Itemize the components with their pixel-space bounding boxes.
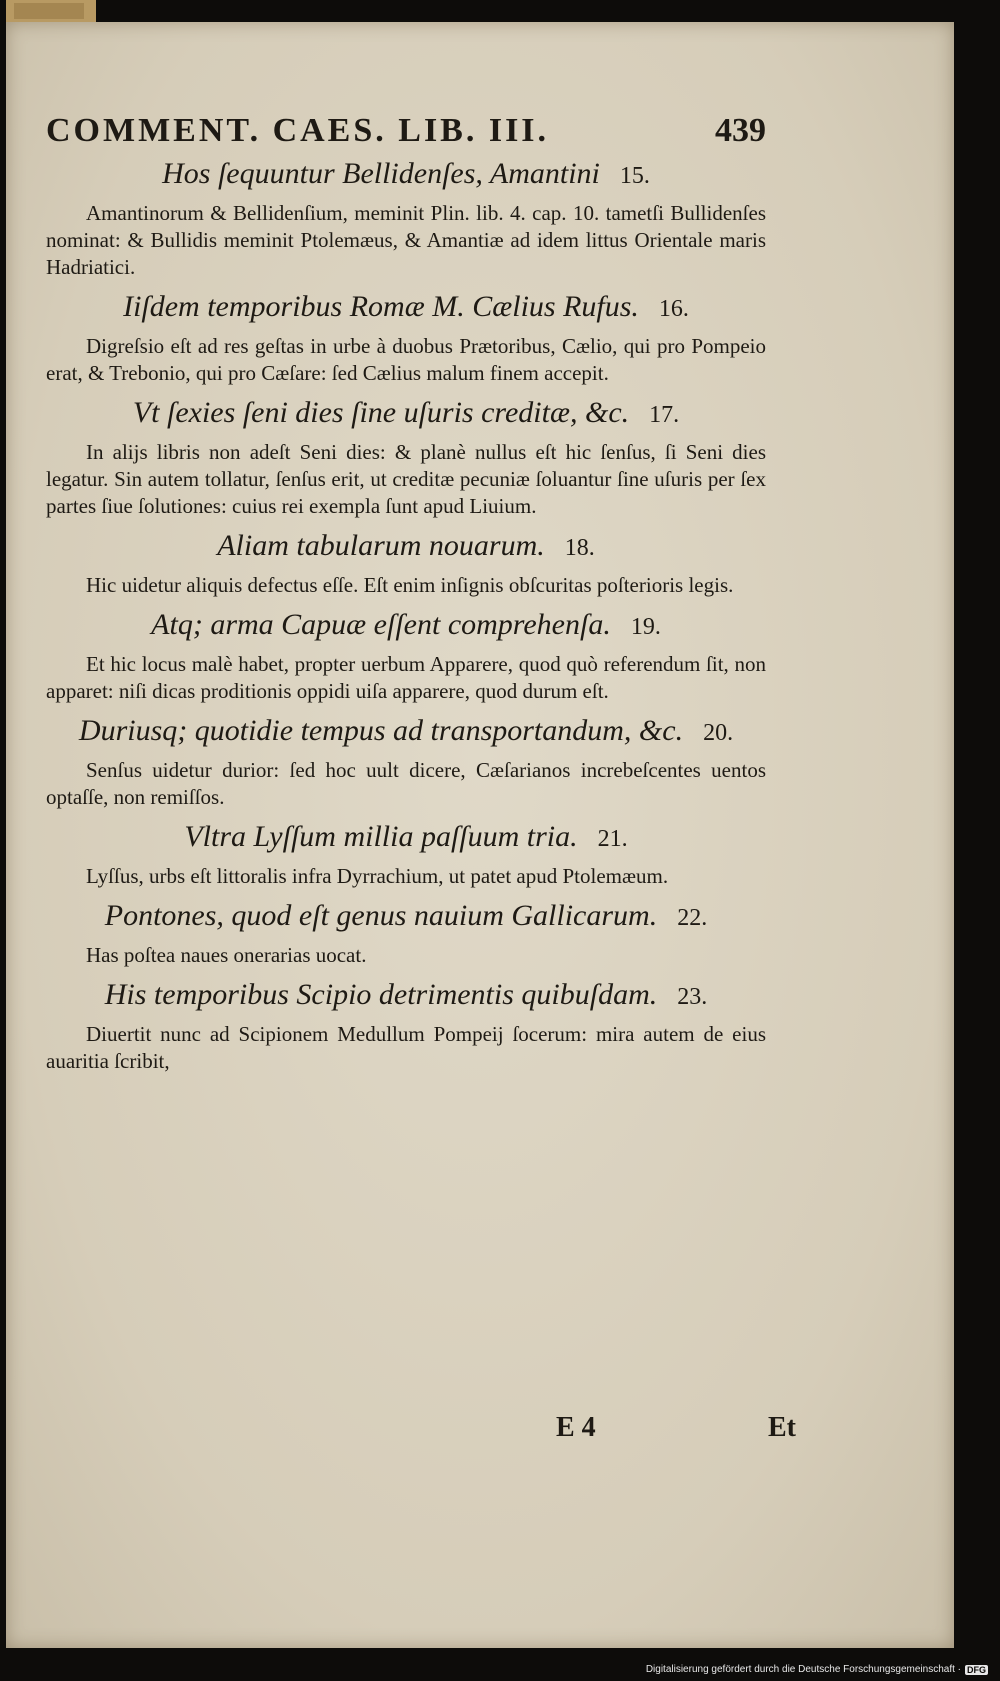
commentary-paragraph: Senſus uidetur durior: ſed hoc uult dicere, Cæſarianos increbeſcentes uentos optaſſe, non remiſſos.: [46, 758, 766, 809]
lemma-heading: [46, 287, 766, 329]
lemma-text: Iiſdem temporibus Romæ M. Cælius Rufus.: [123, 290, 639, 323]
lemma-heading: [46, 526, 766, 568]
lemma-number: 20.: [703, 720, 734, 746]
lemma-number: 23.: [677, 984, 708, 1010]
commentary-paragraph: Digreſsio eſt ad res geſtas in urbe à duobus Prætoribus, Cælio, qui pro Pompeio erat, & Trebonio, qui pro Cæſare: ſed Cælius malum finem accepit.: [46, 334, 766, 385]
lemma-text: Duriusq; quotidie tempus ad transportandum, &c.: [78, 714, 684, 747]
commentary-paragraph: Has poſtea naues onerarias uocat.: [86, 943, 367, 967]
lemma-text: Atq; arma Capuæ eſſent comprehenſa.: [151, 608, 611, 641]
commentary-paragraph: Et hic locus malè habet, propter uerbum Apparere, quod quò referendum ſit, non apparet: niſi dicas proditionis oppidi uiſa apparere, quod durum eſt.: [46, 652, 766, 703]
lemma-heading: [46, 975, 766, 1017]
dfg-logo: DFG: [967, 1664, 986, 1675]
commentary-paragraph: Hic uidetur aliquis defectus eſſe. Eſt enim inſignis obſcuritas poſterioris legis.: [86, 573, 734, 597]
library-tag-label: [14, 3, 84, 19]
lemma-number: 17.: [649, 402, 680, 428]
lemma-number: 19.: [630, 614, 661, 640]
commentary-entries: [46, 154, 766, 1075]
book-page: [6, 22, 954, 1648]
lemma-heading: [46, 393, 766, 435]
running-title: COMMENT. CAES. LIB. III.: [46, 112, 550, 149]
lemma-number: 15.: [619, 163, 650, 189]
credit-text: Digitalisierung gefördert durch die Deutsche Forschungsgemeinschaft ·: [645, 1664, 961, 1675]
lemma-text: Vltra Lyſſum millia paſſuum tria.: [184, 820, 578, 853]
lemma-number: 21.: [597, 826, 628, 852]
digitization-credit: [646, 1664, 988, 1675]
commentary-paragraph: Diuertit nunc ad Scipionem Medullum Pompeij ſocerum: mira autem de eius auaritia ſcribit,: [46, 1022, 766, 1073]
lemma-text: Aliam tabularum nouarum.: [217, 529, 545, 562]
folio-number: 439: [715, 112, 766, 149]
lemma-heading: [46, 896, 766, 938]
lemma-text: His temporibus Scipio detrimentis quibuſdam.: [104, 978, 658, 1011]
running-header: [46, 112, 766, 150]
lemma-number: 16.: [658, 296, 689, 322]
lemma-text: Pontones, quod eſt genus nauium Gallicarum.: [104, 899, 658, 932]
page-text: [46, 112, 766, 1081]
lemma-heading: [46, 154, 766, 196]
catchword: Et: [768, 1412, 796, 1443]
signature-mark: E 4: [556, 1412, 596, 1443]
lemma-heading: [46, 605, 766, 647]
commentary-paragraph: Lyſſus, urbs eſt littoralis infra Dyrrachium, ut patet apud Ptolemæum.: [86, 864, 669, 888]
lemma-text: Vt ſexies ſeni dies ſine uſuris creditæ, &c.: [132, 396, 630, 429]
lemma-heading: [46, 711, 766, 753]
lemma-number: 22.: [677, 905, 708, 931]
commentary-paragraph: In alijs libris non adeſt Seni dies: & planè nullus eſt hic ſenſus, ſi Seni dies legatur. Sin autem tollatur, ſenſus erit, ut creditæ pecuniæ ſoluantur ſine uſuris per ſex partes ſiue ſolutiones: cuius rei exempla ſunt apud Liuium.: [46, 440, 766, 518]
commentary-paragraph: Amantinorum & Bellidenſium, meminit Plin. lib. 4. cap. 10. tametſi Bullidenſes nominat: & Bullidis meminit Ptolemæus, & Amantiæ ad idem littus Orientale maris Hadriatici.: [46, 201, 766, 279]
page-footer: [556, 1412, 796, 1444]
lemma-heading: [46, 817, 766, 859]
lemma-number: 18.: [564, 535, 595, 561]
lemma-text: Hos ſequuntur Bellidenſes, Amantini: [162, 157, 600, 190]
